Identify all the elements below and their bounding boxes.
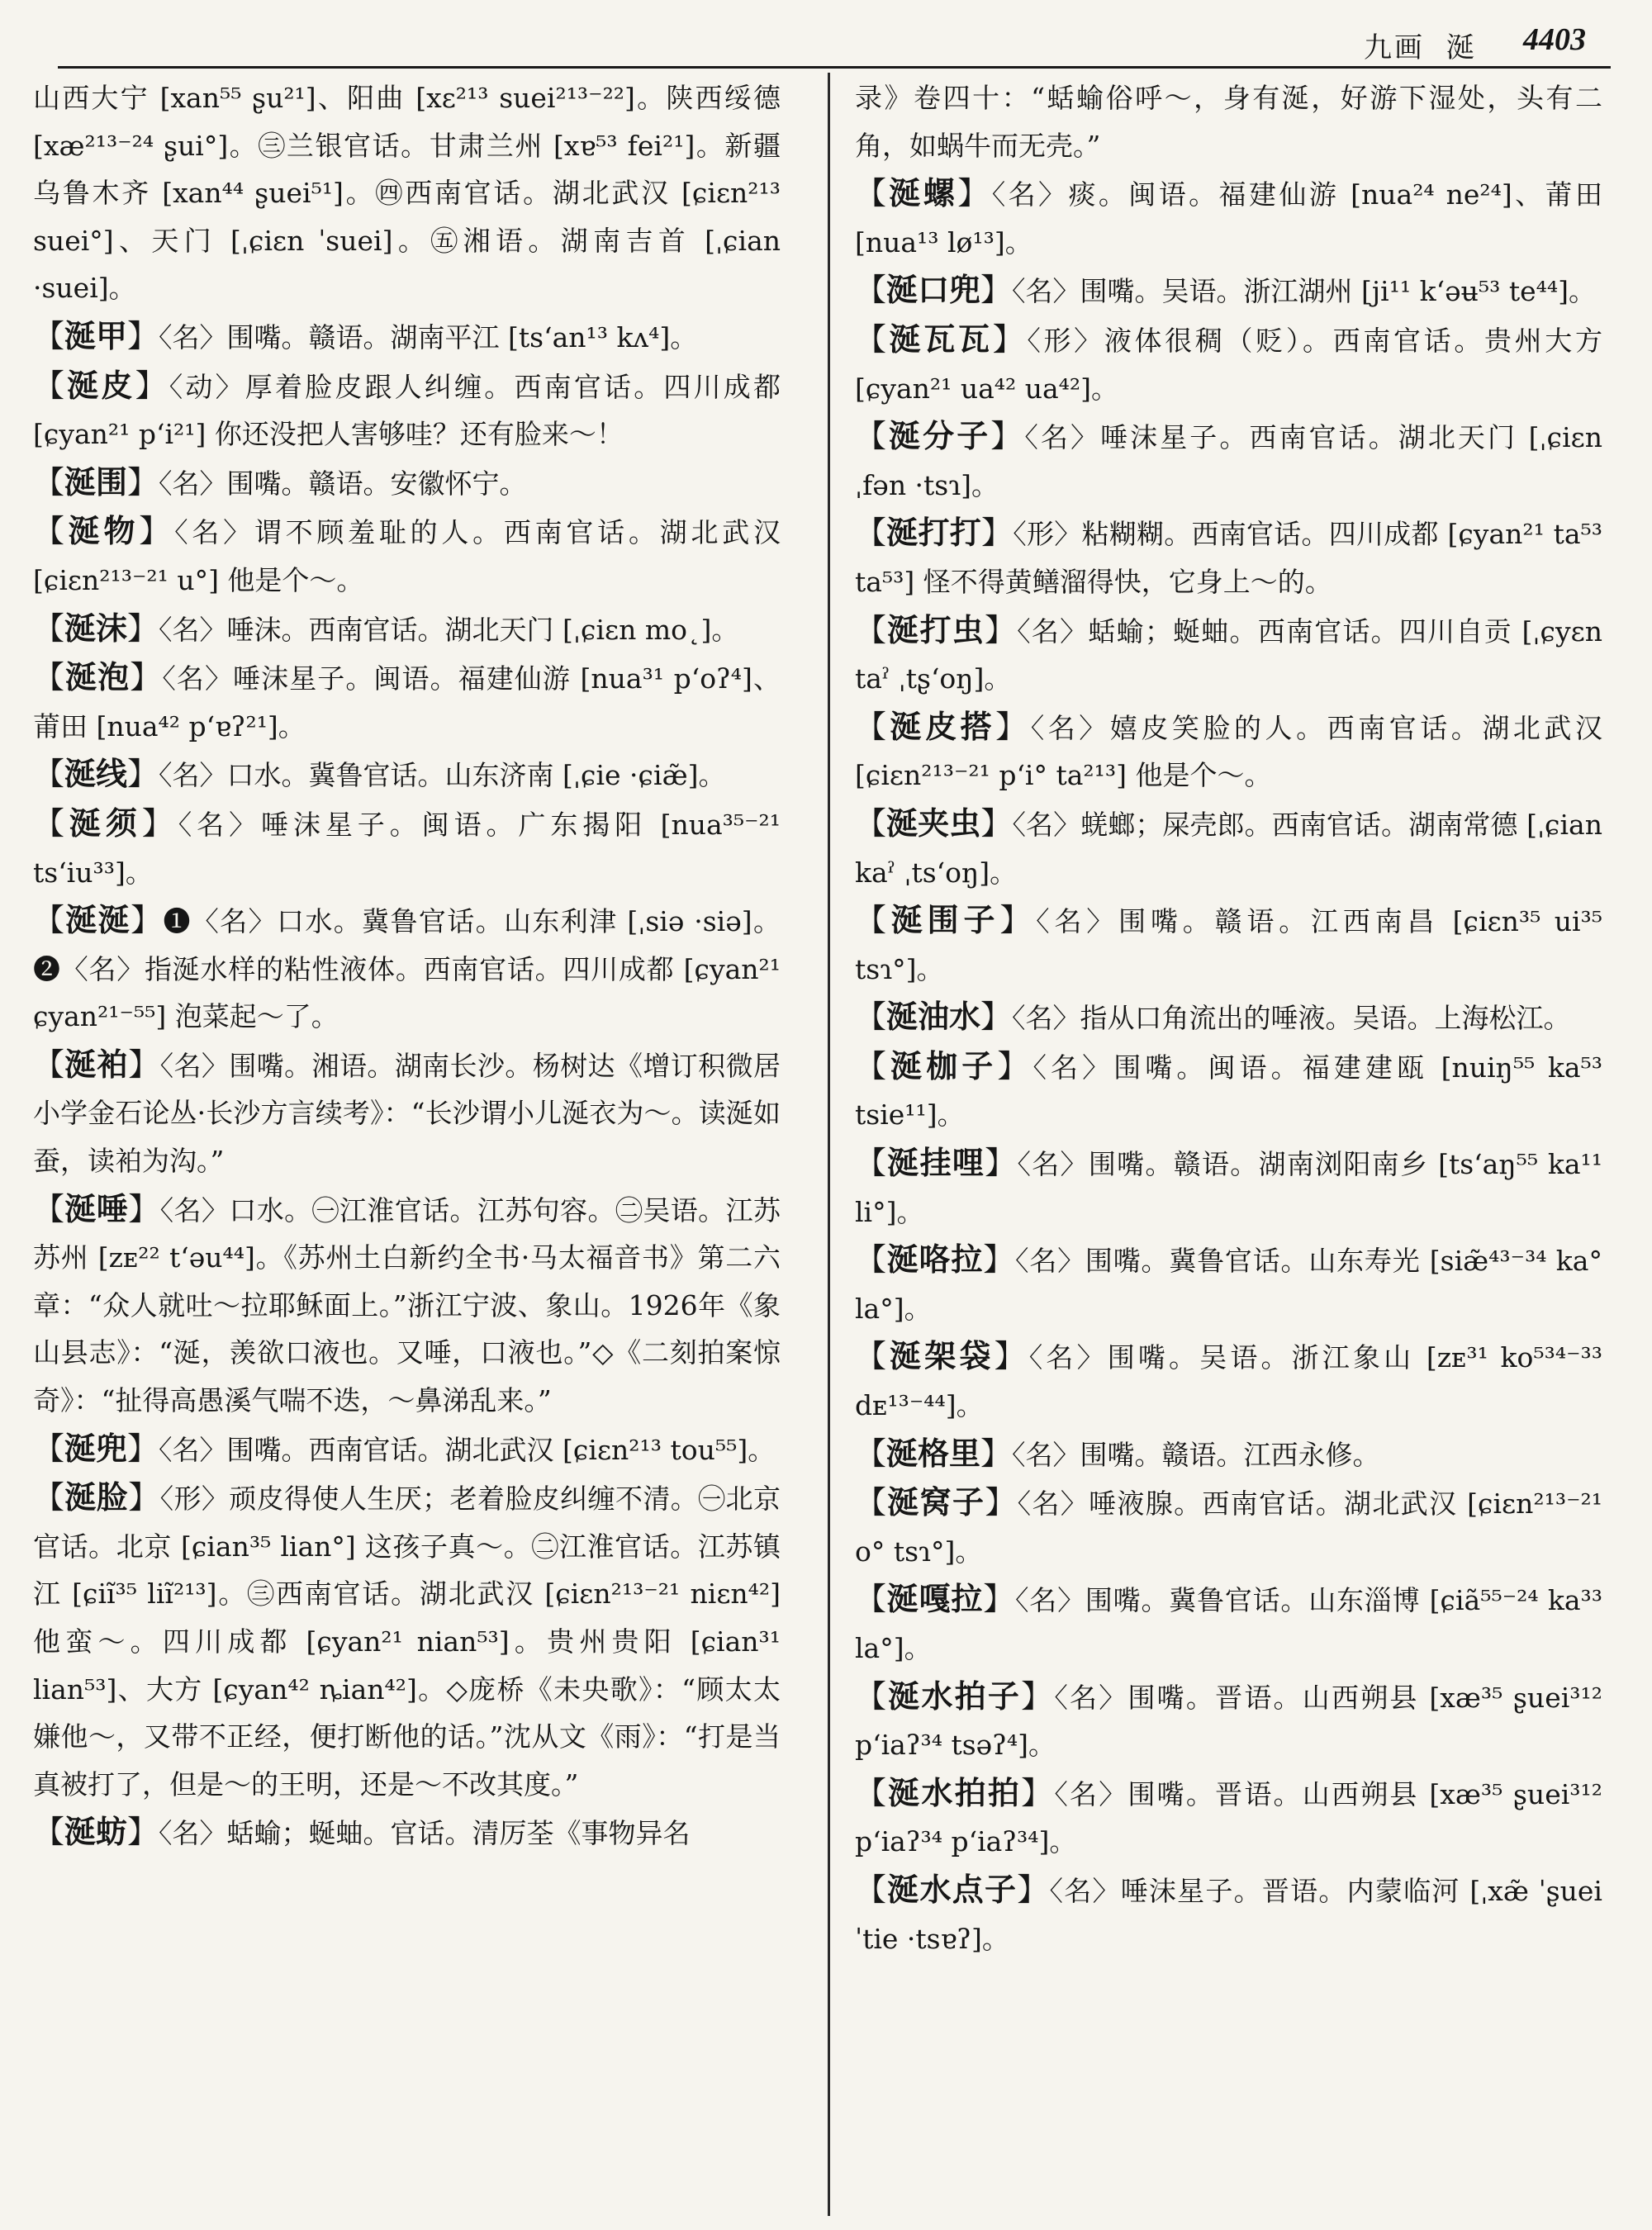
- entry-text: 〈名〉谓不顾羞耻的人。西南官话。湖北武汉 [ɕiɛn²¹³⁻²¹ u°] 他是个～。: [33, 516, 781, 596]
- entry-text: 〈形〉粘糊糊。西南官话。四川成都 [ɕyan²¹ ta⁵³ ta⁵³] 怪不得黄鳝溜得快，它身上～的。: [855, 518, 1602, 598]
- entry-headword: 【涎夹虫】: [855, 804, 1013, 842]
- entry-text: 〈形〉液体很稠（贬）。西南官话。贵州大方 [ɕyan²¹ ua⁴² ua⁴²]。: [855, 324, 1602, 405]
- entry-text: 〈名〉嬉皮笑脸的人。西南官话。湖北武汉 [ɕiɛn²¹³⁻²¹ pʻi° ta²¹³] 他是个～。: [855, 711, 1602, 792]
- entry-text: 〈名〉围嘴。赣语。安徽怀宁。: [159, 467, 527, 500]
- entry-headword: 【涎水拍拍】: [855, 1773, 1055, 1811]
- dictionary-entry: [855, 1236, 1602, 1332]
- dictionary-entry: [33, 1425, 781, 1474]
- dictionary-entry: [855, 1042, 1602, 1139]
- entry-headword: 【涎涎】: [33, 901, 164, 939]
- entry-text: 〈名〉围嘴。晋语。山西朔县 [xæ³⁵ ʂuei³¹² pʻiaʔ³⁴ tsəʔ⁴]。: [855, 1681, 1602, 1762]
- dictionary-entry: [33, 507, 781, 604]
- entry-text: 〈形〉顽皮得使人生厌；老着脸皮纠缠不清。㊀北京官话。北京 [ɕian³⁵ lian°] 这孩子真～。㊁江淮官话。江苏镇江 [ɕiĩ³⁵ liĩ²¹³]。㊂西南官话。湖北武汉 [ɕiɛn²¹³⁻²¹ niɛn⁴²] 他蛮～。四川成都 [ɕyan²¹ nian⁵³]。贵州贵阳 [ɕian³¹ lian⁵³]、大方 [ɕyan⁴² ȵian⁴²]。◇庞桥《未央歌》：“顾太太嫌他～，又带不正经，便打断他的话。”沈从文《雨》：“打是当真被打了，但是～的王明，还是～不改其度。”: [33, 1483, 781, 1801]
- entry-headword: 【涎挂哩】: [855, 1144, 1018, 1182]
- entry-text: 〈名〉围嘴。冀鲁官话。山东淄博 [ɕiã⁵⁵⁻²⁴ ka³³ la°]。: [855, 1584, 1602, 1664]
- entry-headword: 【涎唾】: [33, 1189, 160, 1227]
- entry-text: 〈名〉围嘴。赣语。湖南平江 [tsʻan¹³ kʌ⁴]。: [159, 320, 698, 353]
- entry-headword: 【涎螺】: [855, 174, 992, 212]
- entry-text: 〈名〉唾沫星子。闽语。福建仙游 [nua³¹ pʻoʔ⁴]、莆田 [nua⁴² pʻɐʔ²¹]。: [33, 662, 781, 743]
- dictionary-entry: [855, 1769, 1602, 1866]
- entry-headword: 【涎脸】: [33, 1478, 160, 1516]
- entry-text: 〈名〉指从口角流出的唾液。吴语。上海松江。: [1012, 1002, 1571, 1035]
- entry-headword: 【涎围子】: [855, 901, 1037, 939]
- entry-text: 〈名〉蛞蝓；蜒蚰。西南官话。四川自贡 [ˌɕyɛn taˀ ˌtʂʻoŋ]。: [855, 614, 1602, 695]
- page-number: 4403: [1523, 22, 1586, 57]
- dictionary-entry: [855, 266, 1602, 316]
- dictionary-entry: [33, 1473, 781, 1808]
- dictionary-entry: [855, 74, 1602, 169]
- entry-text: 〈名〉口水。冀鲁官话。山东济南 [ˌɕie ·ɕiæ̃]。: [159, 759, 726, 792]
- entry-headword: 【涎窝子】: [855, 1483, 1018, 1521]
- entry-text: 〈名〉口水。㊀江淮官话。江苏句容。㊁吴语。江苏苏州 [zᴇ²² tʻəu⁴⁴]。《苏州土白新约全书·马太福音书》第二六章：“众人就吐～拉耶稣面上。”浙江宁波、象山。1926年《象山县志》：“涎，羡欲口液也。又唾，口液也。”◇《二刻拍案惊奇》：“扯得高愚溪气喘不迭，～鼻涕乱来。”: [33, 1193, 781, 1417]
- entry-headword: 【涎架袋】: [855, 1337, 1029, 1375]
- entry-headword: 【涎水拍子】: [855, 1677, 1055, 1715]
- entry-headword: 【涎沫】: [33, 609, 159, 647]
- entry-headword: 【涎打打】: [855, 514, 1014, 552]
- entry-headword: 【涎物】: [33, 512, 175, 550]
- entry-text: 〈名〉痰。闽语。福建仙游 [nua²⁴ ne²⁴]、莆田 [nua¹³ lø¹³]。: [855, 178, 1602, 259]
- dictionary-entry: [33, 653, 781, 750]
- entry-headword: 【涎线】: [33, 755, 159, 793]
- column-divider: [828, 73, 830, 2216]
- dictionary-entry: [855, 509, 1602, 605]
- entry-text: 〈名〉蜣螂；屎壳郎。西南官话。湖南常德 [ˌɕian kaˀ ˌtsʻoŋ]。: [855, 808, 1602, 889]
- dictionary-entry: [855, 169, 1602, 266]
- dictionary-entry: [33, 74, 781, 312]
- entry-text: 〈名〉唾沫。西南官话。湖北天门 [ˌɕiɛn mo˛]。: [159, 613, 739, 646]
- dictionary-entry: [33, 799, 781, 896]
- dictionary-entry: [855, 1866, 1602, 1962]
- entry-text: 〈名〉蛞蝓；蜒蚰。官话。清厉荃《事物异名: [159, 1817, 691, 1850]
- dictionary-entry: [855, 1478, 1602, 1575]
- dictionary-entry: [855, 1575, 1602, 1672]
- entry-text: 〈名〉唾沫星子。闽语。广东揭阳 [nua³⁵⁻²¹ tsʻiu³³]。: [33, 808, 781, 889]
- section-character: 涎: [1446, 31, 1474, 64]
- page-header: [58, 15, 1611, 69]
- entry-text: 〈名〉围嘴。晋语。山西朔县 [xæ³⁵ ʂuei³¹² pʻiaʔ³⁴ pʻiaʔ³⁴]。: [855, 1777, 1602, 1858]
- entry-text: 〈名〉唾沫星子。晋语。内蒙临河 [ˌxæ̃ ˈʂuei ˈtie ·tsɐʔ]。: [855, 1874, 1602, 1955]
- entry-headword: 【涎蚄】: [33, 1813, 159, 1851]
- dictionary-entry: [855, 1672, 1602, 1769]
- entry-headword: 【涎枷子】: [855, 1046, 1033, 1084]
- entry-text: 〈名〉围嘴。赣语。江西永修。: [1012, 1438, 1380, 1471]
- entry-headword: 【涎格里】: [855, 1434, 1013, 1472]
- dictionary-entry: [855, 606, 1602, 703]
- dictionary-entry: [33, 1185, 781, 1425]
- entry-text: 〈名〉围嘴。湘语。湖南长沙。杨树达《增订积微居小学金石论丛·长沙方言续考》：“长沙谓小儿涎衣为～。读涎如蚕，读袙为沟。”: [33, 1049, 781, 1178]
- entry-headword: 【涎水点子】: [855, 1870, 1050, 1908]
- entry-headword: 【涎咯拉】: [855, 1241, 1016, 1279]
- dictionary-entry: [33, 896, 781, 1041]
- entry-text: 〈名〉围嘴。吴语。浙江象山 [zᴇ³¹ ko⁵³⁴⁻³³ dᴇ¹³⁻⁴⁴]。: [855, 1341, 1602, 1422]
- entry-text: 〈名〉围嘴。西南官话。湖北武汉 [ɕiɛn²¹³ tou⁵⁵]。: [159, 1433, 776, 1466]
- entry-text: 〈名〉围嘴。赣语。湖南浏阳南乡 [tsʻaŋ⁵⁵ ka¹¹ li°]。: [855, 1148, 1602, 1228]
- entry-headword: 【涎泡】: [33, 658, 163, 696]
- right-column: [855, 74, 1602, 2222]
- dictionary-entry: [33, 458, 781, 508]
- entry-headword: 【涎口兜】: [855, 271, 1013, 309]
- left-column: [33, 74, 781, 2222]
- entry-headword: 【涎分子】: [855, 417, 1025, 455]
- entry-text: 〈名〉唾沫星子。西南官话。湖北天门 [ˌɕiɛn ˌfən ·tsɿ]。: [855, 421, 1602, 501]
- entry-headword: 【涎甲】: [33, 316, 159, 354]
- dictionary-entry: [855, 1332, 1602, 1429]
- dictionary-entry: [33, 1808, 781, 1858]
- dictionary-entry: [33, 1041, 781, 1185]
- dictionary-entry: [855, 1139, 1602, 1236]
- entry-headword: 【涎兜】: [33, 1429, 159, 1467]
- entry-headword: 【涎皮搭】: [855, 707, 1031, 745]
- entry-headword: 【涎袙】: [33, 1045, 160, 1083]
- section-label: 九画: [1364, 31, 1425, 64]
- entry-text: 〈动〉厚着脸皮跟人纠缠。西南官话。四川成都 [ɕyan²¹ pʻi²¹] 你还没把人害够哇？还有脸来～！: [33, 370, 781, 451]
- entry-headword: 【涎打虫】: [855, 610, 1018, 648]
- dictionary-entry: [33, 750, 781, 799]
- entry-headword: 【涎油水】: [855, 998, 1013, 1036]
- dictionary-entry: [33, 312, 781, 362]
- entry-text: 〈名〉围嘴。吴语。浙江湖州 [ji¹¹ kʻəʉ⁵³ te⁴⁴]。: [1012, 275, 1596, 308]
- dictionary-entry: [855, 799, 1602, 896]
- entry-text: ❶〈名〉口水。冀鲁官话。山东利津 [ˌsiə ·siə]。❷〈名〉指涎水样的粘性液体。西南官话。四川成都 [ɕyan²¹ ɕyan²¹⁻⁵⁵] 泡菜起～了。: [33, 905, 781, 1033]
- entry-text: 〈名〉围嘴。闽语。福建建瓯 [nuiŋ⁵⁵ ka⁵³ tsie¹¹]。: [855, 1051, 1602, 1132]
- entry-text: 山西大宁 [xan⁵⁵ ʂu²¹]、阳曲 [xɛ²¹³ suei²¹³⁻²²]。陕西绥德 [xæ²¹³⁻²⁴ ʂui°]。㊂兰银官话。甘肃兰州 [xɐ⁵³ fei²¹]。新疆乌鲁木齐 [xan⁴⁴ ʂuei⁵¹]。㊃西南官话。湖北武汉 [ɕiɛn²¹³ suei°]、天门 [ˌɕiɛn ˈsuei]。㊄湘语。湖南吉首 [ˌɕian ·suei]。: [33, 82, 781, 305]
- entry-text: 〈名〉围嘴。赣语。江西南昌 [ɕiɛn³⁵ ui³⁵ tsɿ°]。: [855, 905, 1602, 985]
- entry-headword: 【涎皮】: [33, 366, 169, 404]
- dictionary-entry: [855, 703, 1602, 799]
- entry-headword: 【涎须】: [33, 804, 178, 842]
- entry-headword: 【涎嘎拉】: [855, 1580, 1015, 1618]
- entry-text: 〈名〉唾液腺。西南官话。湖北武汉 [ɕiɛn²¹³⁻²¹ o° tsɿ°]。: [855, 1487, 1602, 1568]
- entry-text: 录》卷四十：“蛞蝓俗呼～，身有涎，好游下湿处，头有二角，如蜗牛而无壳。”: [855, 82, 1602, 162]
- dictionary-entry: [855, 993, 1602, 1042]
- dictionary-entry: [855, 316, 1602, 412]
- entry-headword: 【涎围】: [33, 463, 159, 501]
- dictionary-entry: [855, 1430, 1602, 1479]
- dictionary-entry: [855, 896, 1602, 993]
- entry-text: 〈名〉围嘴。冀鲁官话。山东寿光 [siæ̃⁴³⁻³⁴ ka° la°]。: [855, 1245, 1602, 1325]
- dictionary-entry: [855, 412, 1602, 509]
- dictionary-entry: [33, 362, 781, 458]
- dictionary-entry: [33, 605, 781, 654]
- entry-headword: 【涎瓦瓦】: [855, 320, 1028, 358]
